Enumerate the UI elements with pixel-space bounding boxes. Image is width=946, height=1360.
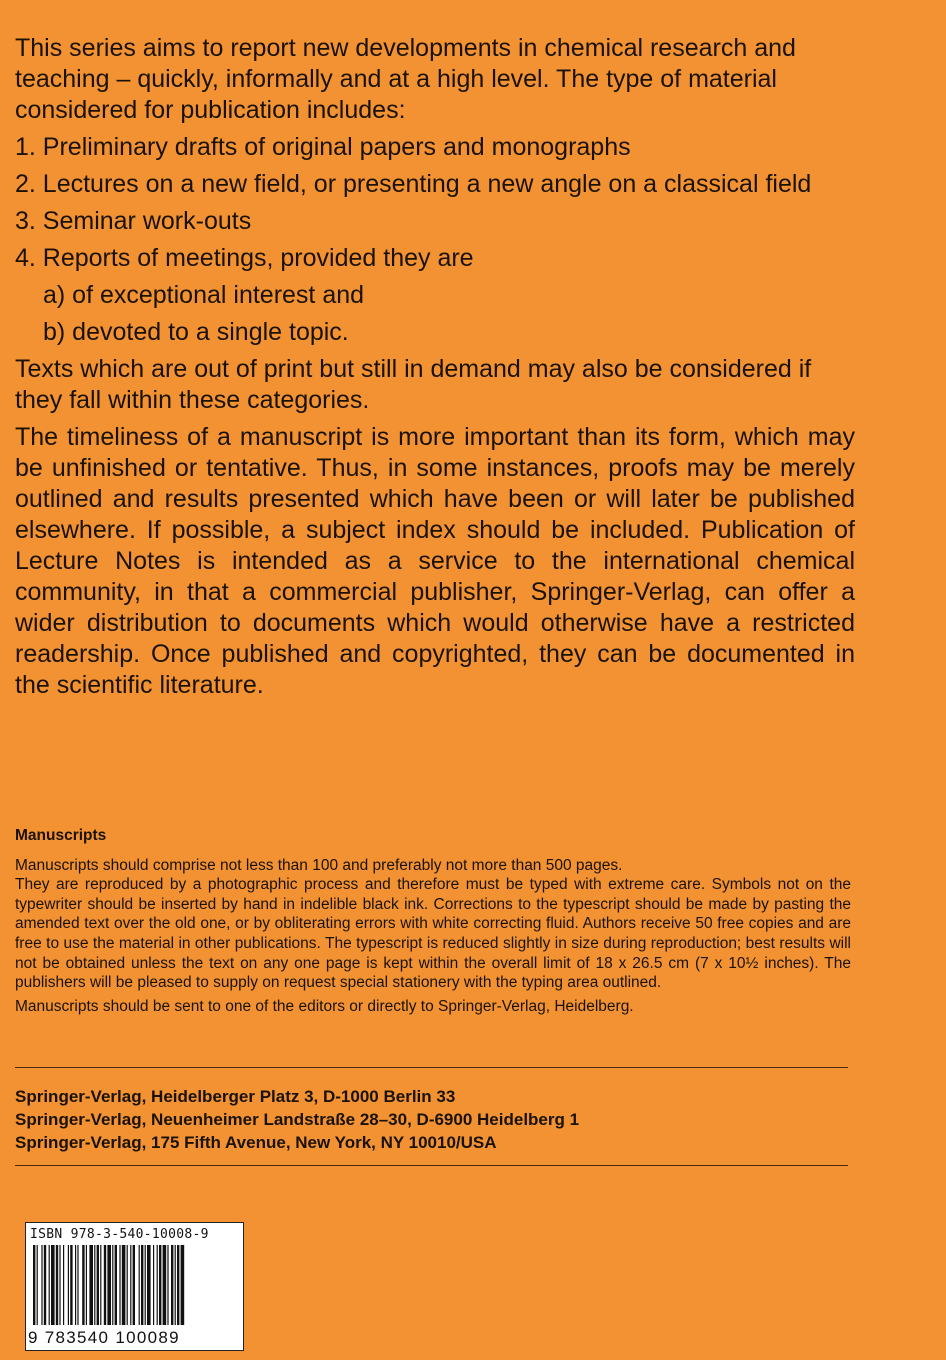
barcode-digits: 9 783540 100089 [28,1328,180,1347]
isbn-label: ISBN 978-3-540-10008-9 [30,1227,209,1242]
sub-list-item: a) of exceptional interest and [43,281,365,309]
divider-top [15,1067,848,1068]
divider-bottom [15,1165,848,1166]
out-of-print-paragraph: Texts which are out of print but still in demand may also be considered if they fall within these categories. [15,355,812,414]
intro-paragraph: This series aims to report new developments in chemical research and teaching – quickly, informally and at a high level. The type of material considered for publication includes: [15,34,796,124]
address-new-york: Springer-Verlag, 175 Fifth Avenue, New York, NY 10010/USA [15,1133,497,1152]
address-heidelberg: Springer-Verlag, Neuenheimer Landstraße 28–30, D-6900 Heidelberg 1 [15,1110,580,1129]
manuscripts-length-text: Manuscripts should comprise not less than 100 and preferably not more than 500 pages. [15,856,623,874]
publisher-addresses [15,1085,579,1154]
list-item: 1. Preliminary drafts of original papers and monographs [15,133,631,161]
manuscripts-typing-text: They are reproduced by a photographic process and therefore must be typed with extreme care. Symbols not on the typewriter should be inserted by hand in indelible black ink. Corrections to the typescript should be made by pasting the amended text over the old one, or by obliterating errors with white correcting fluid. Authors receive 50 free copies and are free to use the material in other publications. The typescript is reduced slightly in size during reproduction; best results will not be obtained unless the text on any one page is kept within the overall limit of 18 x 26.5 cm (7 x 10½ inches). The publishers will be pleased to supply on request special stationery with the typing area outlined. [15,876,851,992]
manuscripts-section [15,826,851,1016]
sub-list-item: b) devoted to a single topic. [43,318,349,346]
list-item: 4. Reports of meetings, provided they are [15,244,474,272]
address-berlin: Springer-Verlag, Heidelberger Platz 3, D-1000 Berlin 33 [15,1087,456,1106]
manuscripts-submission-text: Manuscripts should be sent to one of the editors or directly to Springer-Verlag, Heidelberg. [15,997,634,1015]
isbn-barcode [25,1222,244,1351]
list-item: 2. Lectures on a new field, or presenting a new angle on a classical field [15,170,812,198]
barcode-bars [31,1245,237,1327]
list-item: 3. Seminar work-outs [15,207,252,235]
manuscripts-heading: Manuscripts [15,827,107,844]
intro-section [15,33,855,707]
timeliness-paragraph: The timeliness of a manuscript is more important than its form, which may be unfinished or tentative. Thus, in some instances, proofs may be merely outlined and results presented which have been or will later be published elsewhere. If possible, a subject index should be included. Publication of Lecture Notes is intended as a service to the international chemical community, in that a commercial publisher, Springer-Verlag, can offer a wider distribution to documents which would otherwise have a restricted readership. Once published and copyrighted, they can be documented in the scientific literature. [15,423,855,699]
